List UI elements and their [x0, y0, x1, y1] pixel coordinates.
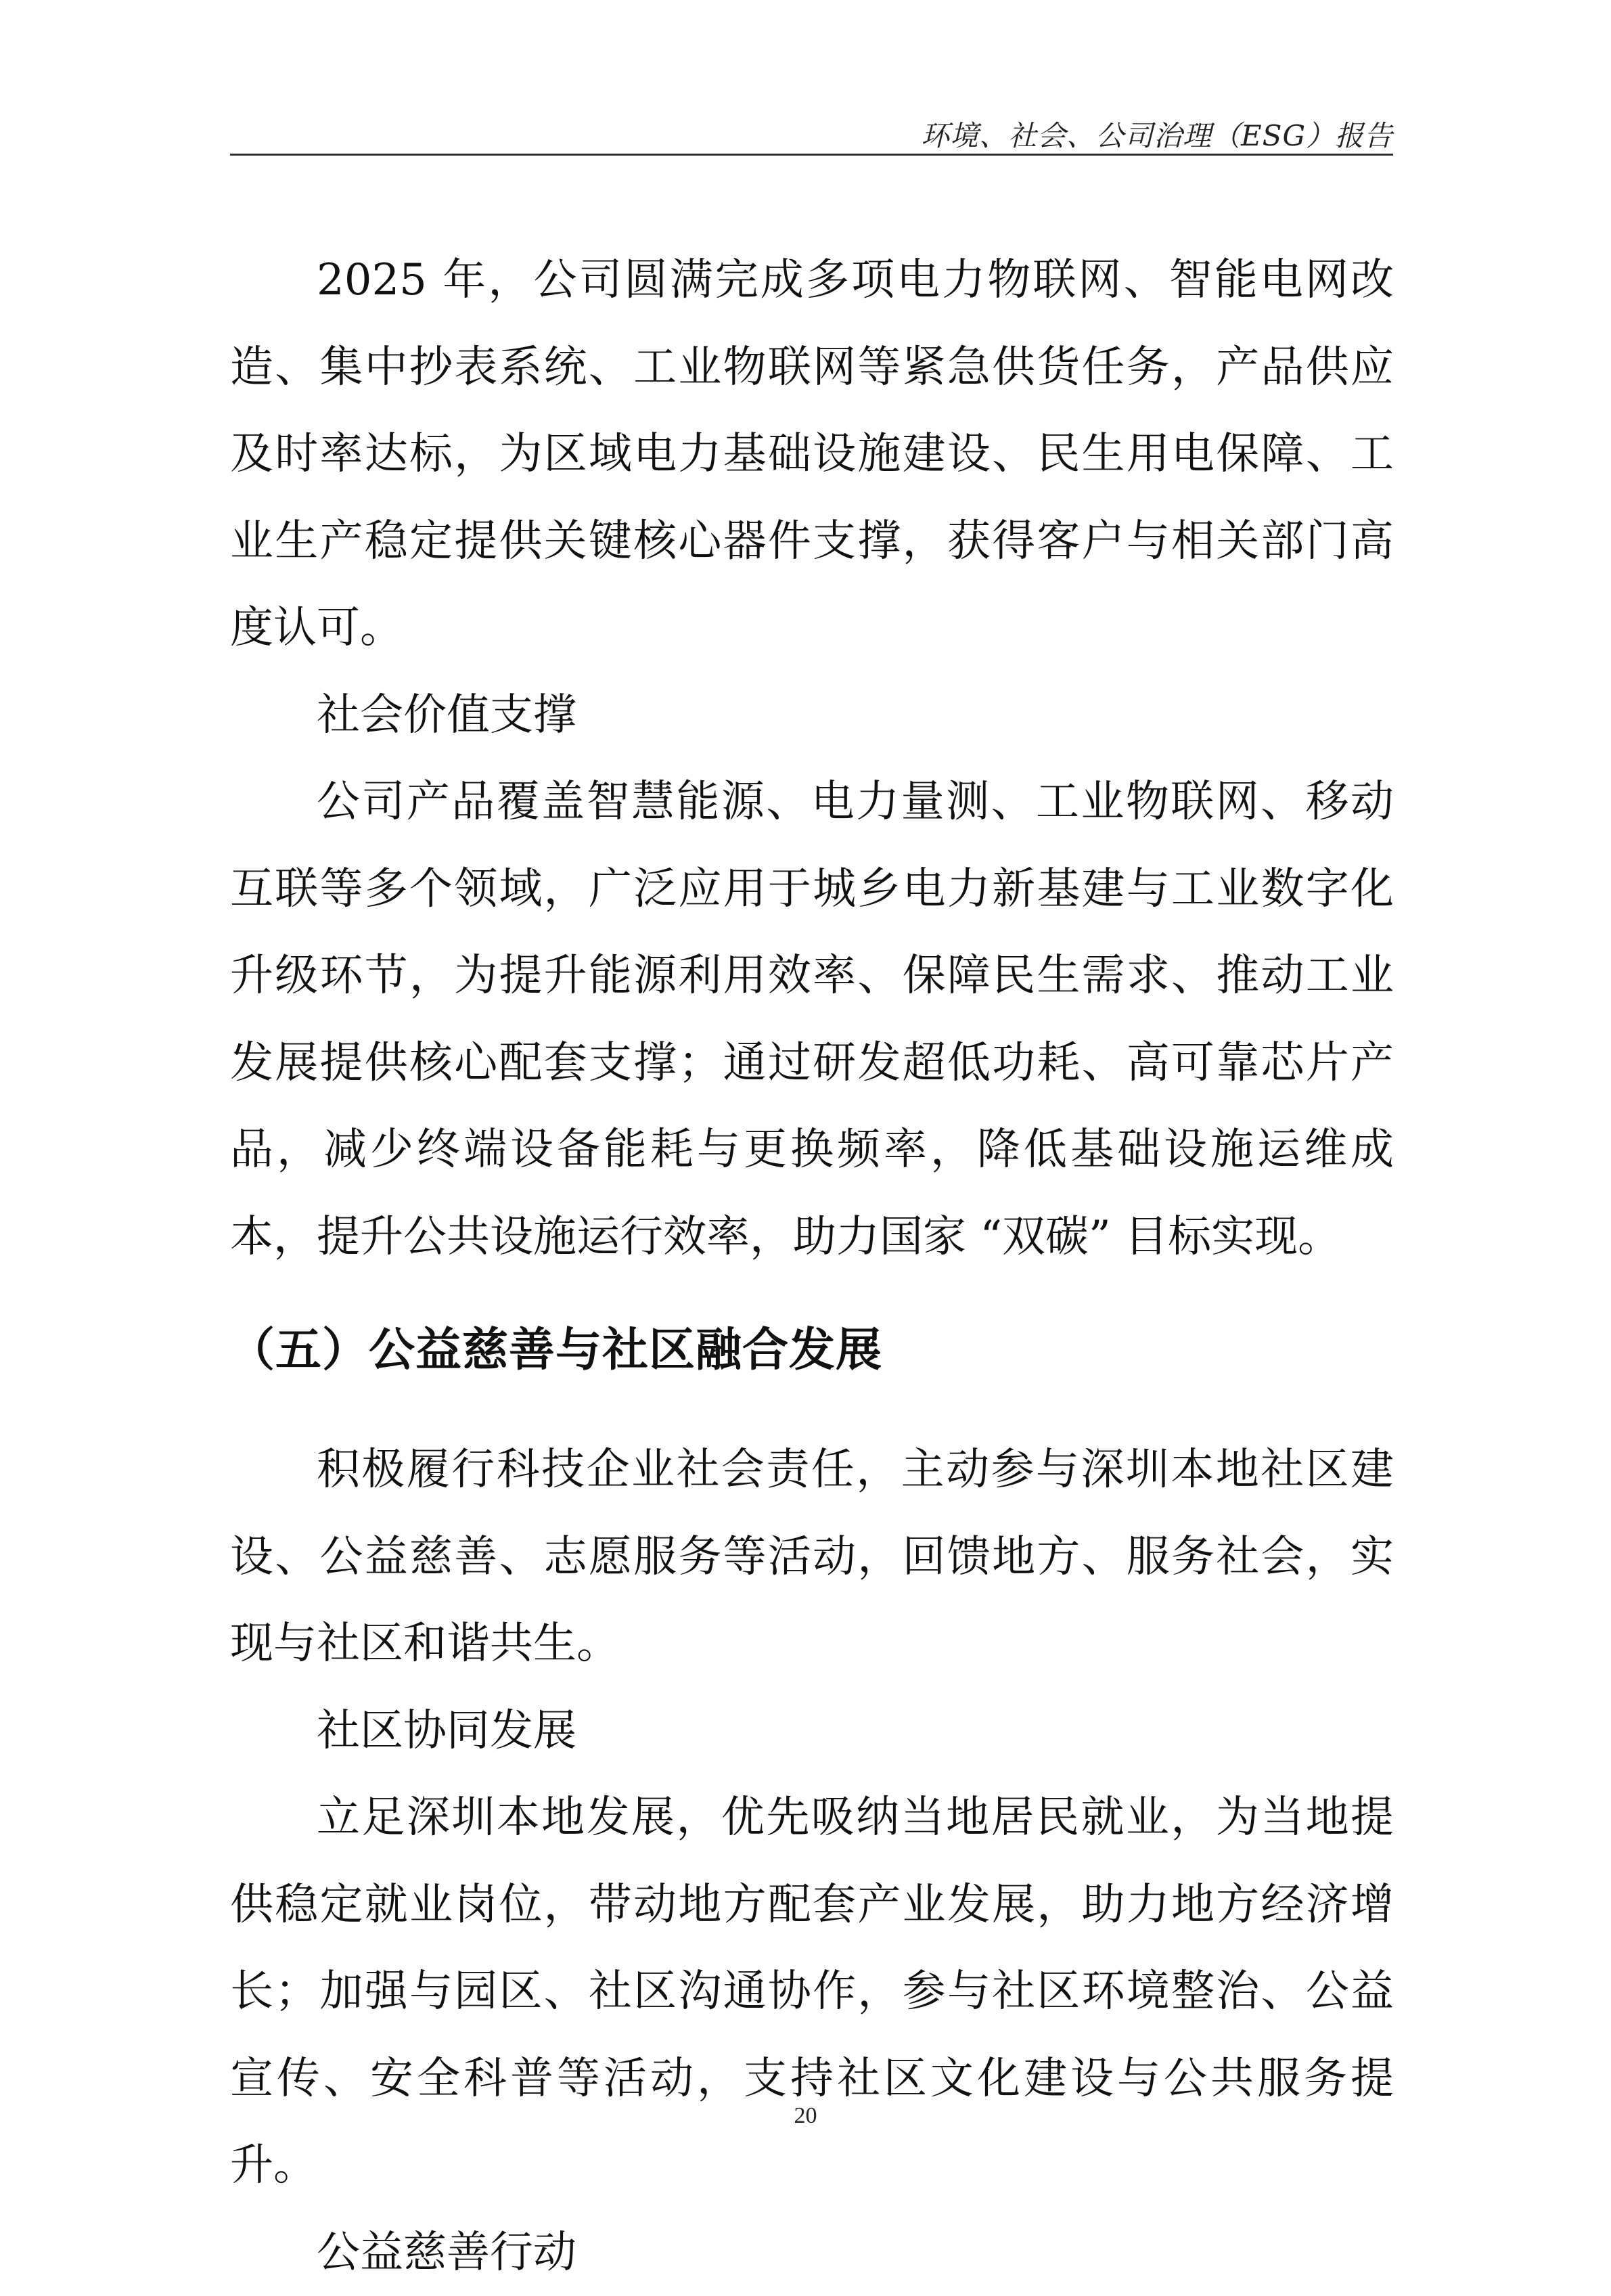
subheading-community-development: 社区协同发展: [230, 1688, 1394, 1775]
page-number: 20: [0, 2103, 1611, 2129]
section-heading-charity-community: （五）公益慈善与社区融合发展: [229, 1303, 1394, 1398]
page-content: [230, 237, 1394, 2296]
subheading-social-value: 社会价值支撑: [230, 672, 1394, 759]
subheading-charity-actions: 公益慈善行动: [230, 2209, 1394, 2296]
report-title: 环境、社会、公司治理（ESG）报告: [921, 114, 1393, 154]
header-divider: [230, 154, 1393, 156]
paragraph-social-value: 公司产品覆盖智慧能源、电力量测、工业物联网、移动互联等多个领域，广泛应用于城乡电力新基建与工业数字化升级环节，为提升能源利用效率、保障民生需求、推动工业发展提供核心配套支撑；通过研发超低功耗、高可靠芯片产品，减少终端设备能耗与更换频率，降低基础设施运维成本，提升公共设施运行效率，助力国家 “双碳” 目标实现。: [230, 759, 1394, 1280]
paragraph-community-development: 立足深圳本地发展，优先吸纳当地居民就业，为当地提供稳定就业岗位，带动地方配套产业发展，助力地方经济增长；加强与园区、社区沟通协作，参与社区环境整治、公益宣传、安全科普等活动，支持社区文化建设与公共服务提升。: [230, 1774, 1394, 2209]
paragraph-supply-tasks: 2025 年，公司圆满完成多项电力物联网、智能电网改造、集中抄表系统、工业物联网等紧急供货任务，产品供应及时率达标，为区域电力基础设施建设、民生用电保障、工业生产稳定提供关键核心器件支撑，获得客户与相关部门高度认可。: [230, 237, 1394, 672]
paragraph-csr-intro: 积极履行科技企业社会责任，主动参与深圳本地社区建设、公益慈善、志愿服务等活动，回馈地方、服务社会，实现与社区和谐共生。: [230, 1426, 1394, 1688]
